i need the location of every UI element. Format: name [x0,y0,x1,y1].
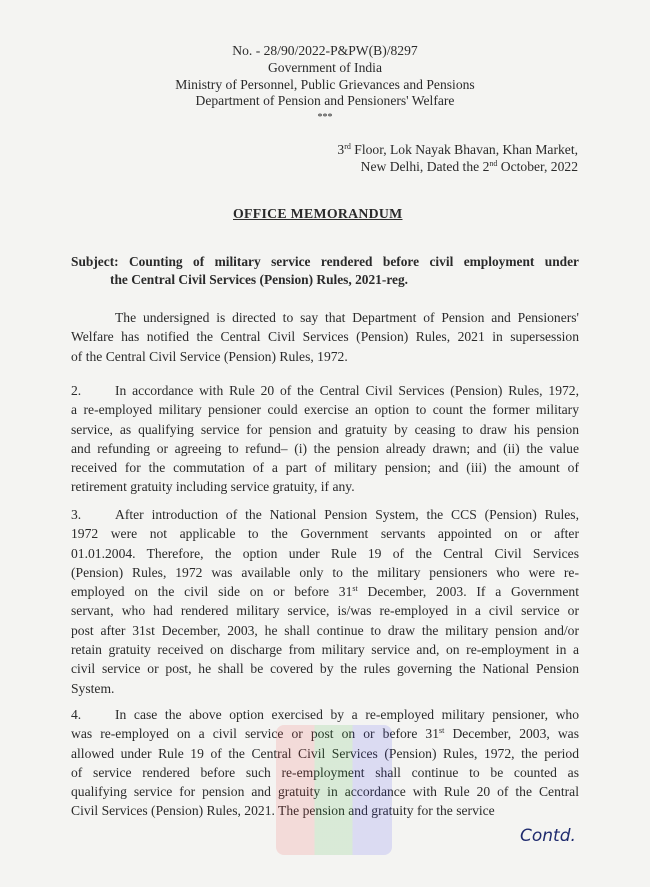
paragraph-line [71,582,579,601]
superscript: rd [344,142,351,151]
paragraph-line [71,524,579,543]
text-segment: qualifying service for pension and gratuity in accordance with Rule 20 of the Central [71,784,579,800]
paragraph-3 [71,505,579,698]
text-segment: 01.01.2004. Therefore, the option under Rule 19 of the Central Civil Services [71,545,579,561]
paragraph-line [71,420,579,439]
text-segment: of the Central Civil Service (Pension) Rules, 1972. [71,348,348,364]
address-date-line [361,159,578,175]
paragraph-line [71,705,579,724]
paragraph-line [71,347,579,366]
text-segment: was re-employed on a civil service or post on or before 31 [71,726,440,742]
text-segment: System. [71,680,115,696]
text-segment: October, 2022 [497,159,578,174]
superscript: st [439,726,445,736]
superscript: st [352,584,358,594]
text-segment: retain gratuity received on discharge from military service and, on re-employment in a [71,642,579,658]
document-title: OFFICE MEMORANDUM [233,206,403,221]
reference-number: No. - 28/90/2022-P&PW(B)/8297 [232,43,418,58]
text-segment: post after 31st December, 2003, he shall continue to draw the military pension and/or [71,622,579,638]
paragraph-line [71,505,579,524]
paragraph-line [71,381,579,400]
paragraph-line [71,621,579,640]
department-name: Department of Pension and Pensioners' Welfare [195,93,455,108]
text-segment: and refunding or agreeing to refund– (i) the pension already drawn; and (ii) the value [71,440,579,456]
paragraph-line [71,308,579,327]
watermark-logo [276,725,392,855]
text-segment: In case the above option exercised by a re-employed military pensioner, who [115,707,579,722]
paragraph-line [71,439,579,458]
paragraph-2 [71,381,579,497]
paragraph-line [71,327,579,346]
paragraph-line [71,563,579,582]
text-segment: The undersigned is directed to say that Department of Pension and Pensioners' [115,310,579,325]
text-segment: of service rendered before such re-employment shall continue to be counted as [71,764,579,780]
paragraph-line [71,679,579,698]
ministry-name: Ministry of Personnel, Public Grievances and Pensions [175,77,475,92]
text-segment: (Pension) Rules, 1972 was available only to the military pensioners who were re- [71,564,579,580]
paragraph-number: 2. [71,383,82,398]
paragraph-line [71,400,579,419]
subject [71,253,579,289]
paragraph-line [71,659,579,678]
text-segment: Welfare has notified the Central Civil Services (Pension) Rules, 2021 in supersession [71,329,579,345]
text-segment: Floor, Lok Nayak Bhavan, Khan Market, [350,142,578,157]
address-line-1 [337,142,578,158]
subject-line-2: the Central Civil Services (Pension) Rules, 2021-reg. [110,272,409,287]
text-segment: December, 2003, was [444,726,579,742]
text-segment: 3 [337,142,345,157]
text-segment: servant, who had rendered military service, is/was re-employed in a civil service or [71,603,579,619]
text-segment: After introduction of the National Pension System, the CCS (Pension) Rules, [115,507,579,522]
paragraph-line [71,477,579,496]
paragraph-line [71,458,579,477]
subject-line-1: Subject: Counting of military service rendered before civil employment under [71,254,579,269]
paragraph-line [71,544,579,563]
text-segment: civil service or post, he shall be covered by the rules governing the National Pension [71,661,579,677]
paragraph-number: 4. [71,707,82,722]
text-segment: a re-employed military pensioner could exercise an option to count the former military [71,402,579,418]
text-segment: service, as qualifying service for pension and gratuity by ceasing to draw his pension [71,421,579,437]
paragraph-1 [71,308,579,366]
continued-handwritten-note: Contd. [520,826,576,846]
text-segment: New Delhi, Dated the 2 [360,159,490,174]
government-name: Government of India [267,60,382,75]
paragraph-line [71,640,579,659]
text-segment: employed on the civil side on or before 31 [71,584,353,600]
text-segment: 1972 were not applicable to the Government servants appointed on or after [71,526,579,542]
separator: *** [317,112,333,123]
text-segment: received for the commutation of a part of military pension; and (iii) the amount of [71,460,579,476]
text-segment: Civil Services (Pension) Rules, 2021. The pension and gratuity for the service [71,803,495,819]
text-segment: retirement gratuity including service gratuity, if any. [71,479,355,495]
text-segment: December, 2003. If a Government [357,584,579,600]
superscript: nd [489,159,498,168]
text-segment: In accordance with Rule 20 of the Central Civil Services (Pension) Rules, 1972, [115,383,579,398]
paragraph-line [71,601,579,620]
text-segment: allowed under Rule 19 of the Central Civil Services (Pension) Rules, 1972, the period [71,745,579,761]
paragraph-number: 3. [71,507,82,522]
